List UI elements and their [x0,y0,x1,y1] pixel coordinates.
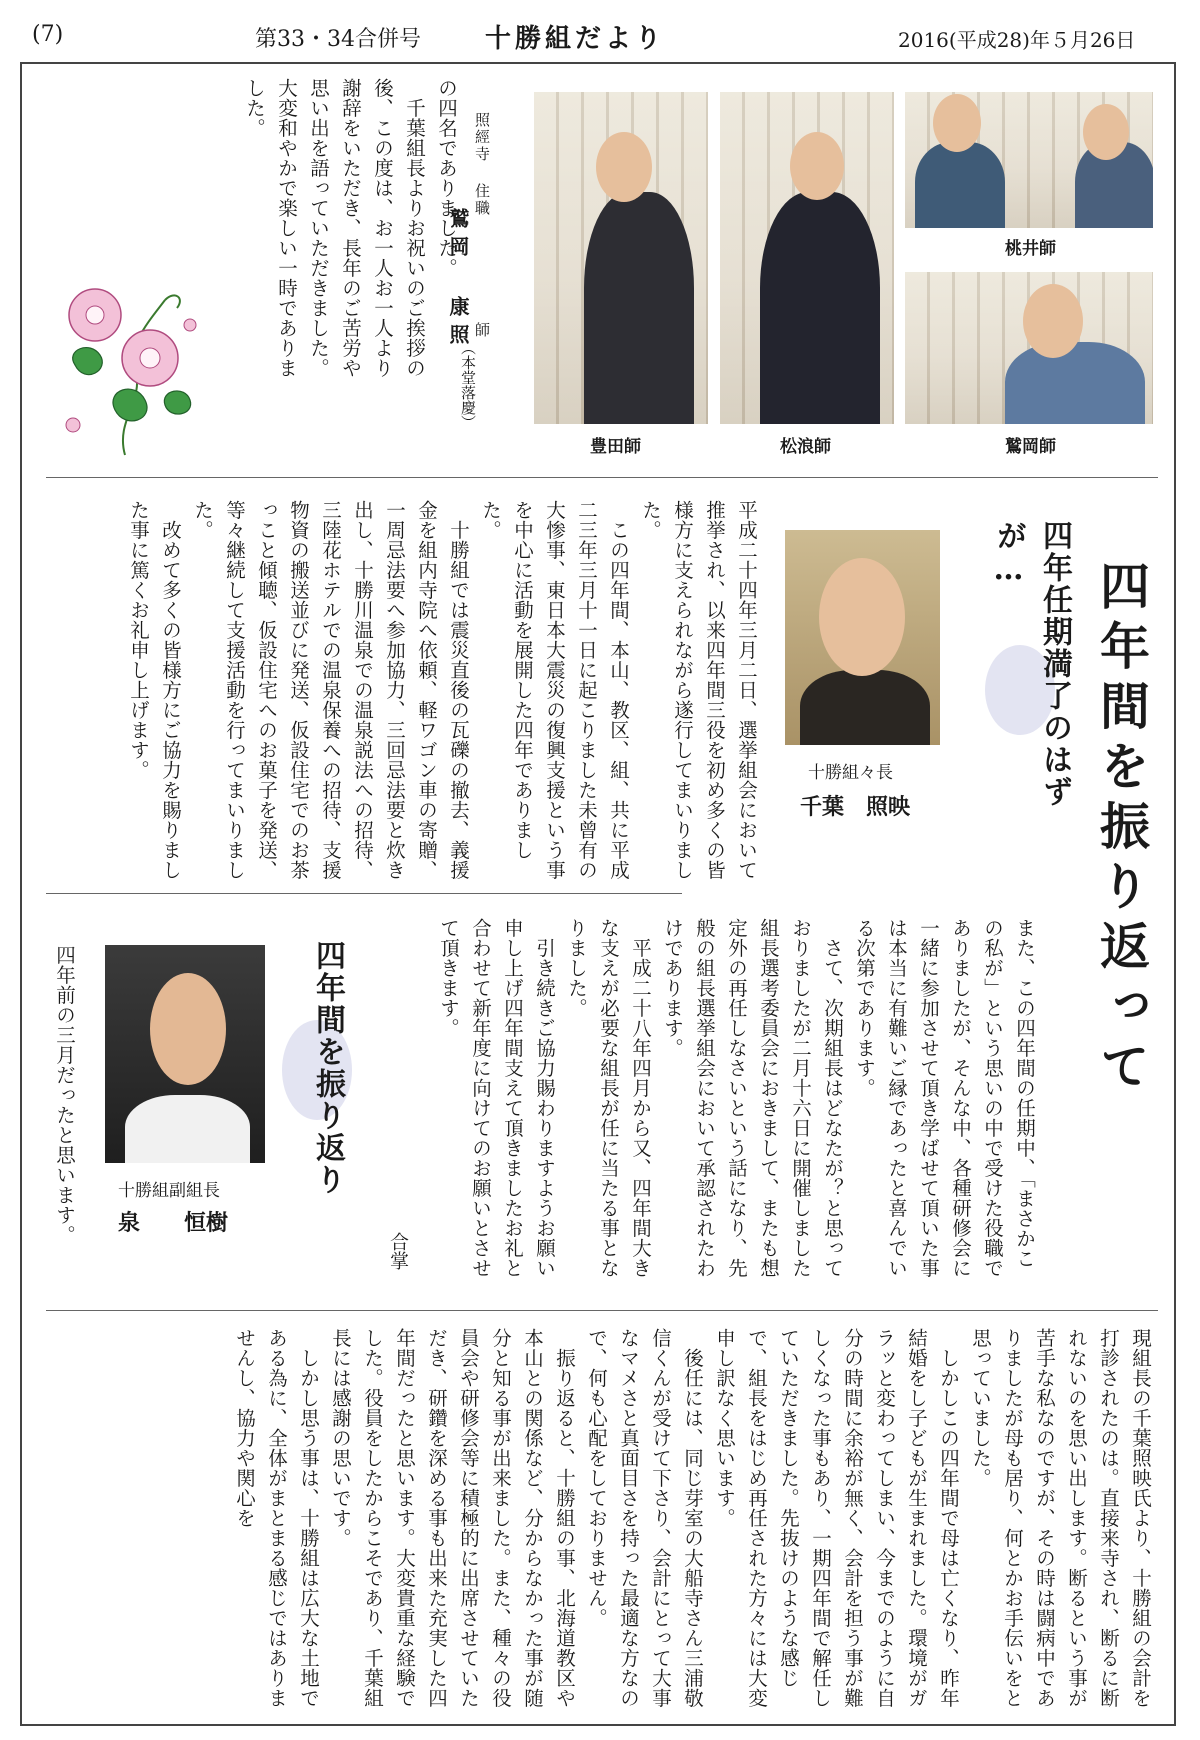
newsletter-title: 十勝組だより [485,24,666,54]
article1-subtitle: 四年任期満了のはずが… [991,520,1072,808]
issue-date: 2016(平成28)年５月26日 [898,28,1136,52]
speaker-name: 鷲岡 康照 [446,208,470,352]
section-divider [46,1310,1158,1311]
leaf-icon [113,389,147,421]
caption-toyota: 豊田師 [590,437,641,457]
top-body-text: の四名でありました。 千葉組長よりお祝いのご挨拶の後、この度は、お一人お一人より謝辞をいただき、長年のご苦労や思い出を語っていただきました。大変和やかで楽しい一時でありました。 [243,78,458,378]
article2-body-bottom: 現組長の千葉照映氏より、十勝組の会計を打診されたのは。直接来寺され、断るに断れないのを思い出します。断るという事が苦手な私なのですが、その時は闘病中でありましたが母も居り、何とかお手伝いをと思っていました。 しかしこの四年間で母は亡くなり、昨年結婚をし子どもが生まれました。環境がガラッと変わってしまい、今までのように自分の時間に余裕が無く、会計を担う事が難しくなった事もあり、一期四年間で解任していただきました。先抜けのような感じで、組長をはじめ再任された方々には大変申し訳なく思います。 後任には、同じ芽室の大船寺さん三浦敬信くんが受けて下さり、会計にとって大事なマメさと真面目さを持った最適な方なので、何も心配をしておりません。 振り返ると、十勝組の事、北海道教区や本山との関係など、分からなかった事が随分と知る事が出来ました。また、種々の役員会や研修会等に積極的に出席させていただき、研鑽を深める事も出来た充実した四年間だったと思います。大変貴重な経験でした。役員をしたからこそであり、千葉組長には感謝の思いです。 しかし思う事は、十勝組は広大な土地である為に、全体がまとまる感じではありませんし、協力や関心を [233,1328,1152,1708]
article1-caption-role: 十勝組々長 [808,763,893,783]
photo-toyota [534,92,708,424]
section-divider [46,477,1158,478]
morning-glory-icon [55,280,215,460]
flower-bloom-right [122,330,178,386]
photo-washioka [905,272,1153,424]
photo-matsunami [720,92,894,424]
photo-momoi [905,92,1153,228]
article2-caption-role: 十勝組副組長 [118,1181,220,1201]
flower-bloom-left [69,289,121,341]
speaker-role: 照經寺 住職 [473,112,491,217]
article1-closing: 合掌 [387,1232,409,1270]
article2-caption-name: 泉 恒樹 [118,1210,229,1236]
issue-number: 第33・34合併号 [255,27,421,52]
caption-washioka: 鷲岡師 [1005,437,1056,457]
article1-caption-name: 千葉 照映 [800,794,911,820]
article2-body-start: 四年前の三月だったと思います。 [53,945,76,1245]
article2-title: 四年間を振り返り [310,940,345,1196]
article1-body-upper: また、この四年間の任期中、「まさかこの私が」という思いの中で受けた役職でありましたが、そんな中、各種研修会に一緒に参加させて頂き学ばせて頂いた事は本当に有難いご縁であったと喜んでいる次第であります。 さて、次期組長はどなたが？と思っておりましたが二月十六日に開催しました組長選考委員会におきまして、またも想定外の再任しなさいという話になり、先般の組長選挙組会において承認されたわけであります。 平成二十八年四月から又、四年間大きな支えが必要な組長が任に当たる事となりました。 引き続きご協力賜わりますようお願い申し上げ四年間支えて頂きましたお礼と合わせて新年度に向けてのお願いとさせて頂きます。 [437,918,1036,1278]
caption-matsunami: 松浪師 [780,437,831,457]
article1-body-lower: 平成二十四年三月二日、選挙組会において推挙され、以来四年間三役を初め多くの皆様方に支えられながら遂行してまいりました。 この四年間、本山、教区、組、共に平成二三年三月十一日に起こりました未曾有の大惨事、東日本大震災の復興支援という事を中心に活動を展開した四年でありました。 十勝組では震災直後の瓦礫の撤去、義援金を組内寺院へ依頼、軽ワゴン車の寄贈、一周忌法要へ参加協力、三回忌法要と炊き出し、十勝川温泉での温泉説法への招待、三陸花ホテルでの温泉保養への招待、支援物資の搬送並びに発送、仮設住宅でのお茶っこと傾聴、仮設住宅へのお菓子を発送、等々継続して支援活動を行ってまいりました。 改めて多くの皆様方にご協力を賜りました事に篤くお礼申し上げます。 [127,500,758,880]
leaf-icon [73,348,103,375]
page-number: (7) [32,22,64,47]
portrait-chiba [785,530,940,745]
speaker-suffix: 師 [473,322,491,337]
section-divider [46,893,682,894]
leaf-icon [164,391,190,414]
speaker-note: （本堂落慶） [459,340,477,430]
caption-momoi: 桃井師 [1005,239,1056,259]
portrait-izumi [105,945,265,1163]
article1-brush-title: 四年間を振り返って [1092,560,1151,1100]
